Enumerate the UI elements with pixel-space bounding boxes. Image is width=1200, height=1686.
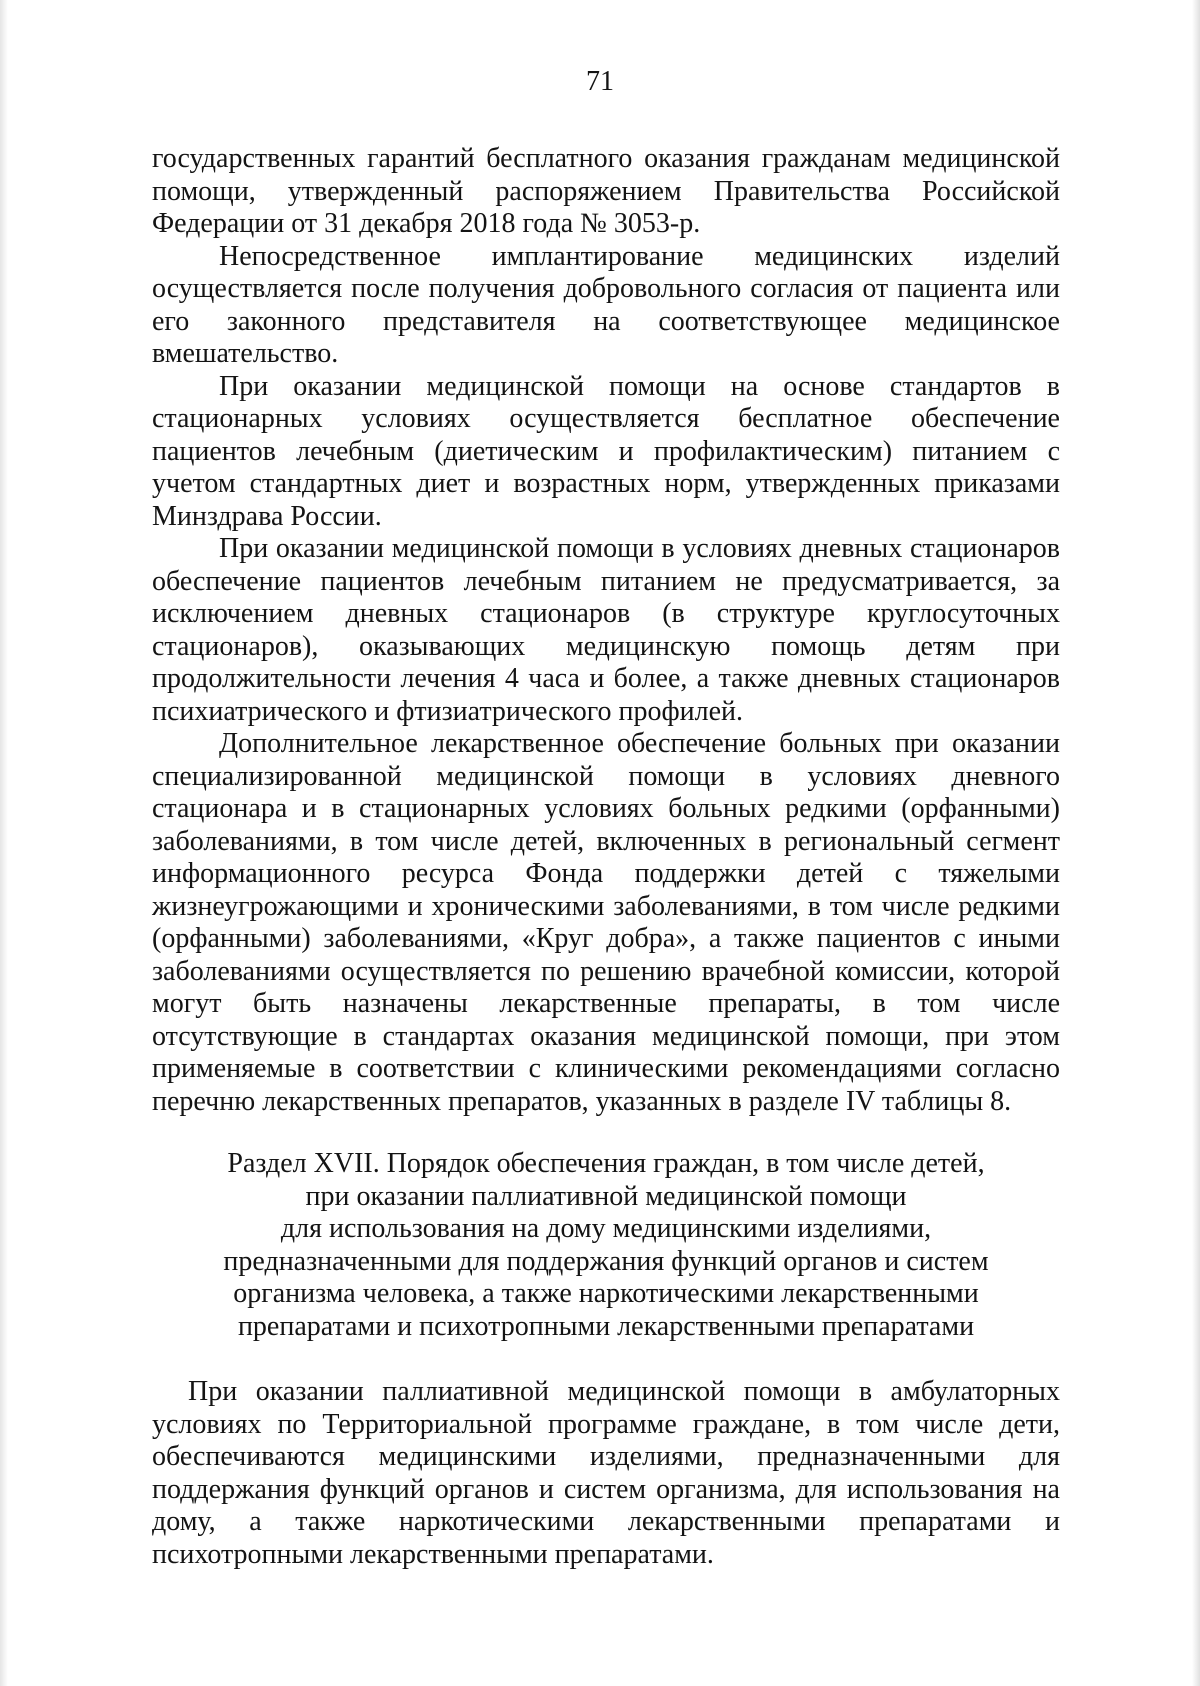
section-paragraph-1: При оказании паллиативной медицинской помощи в амбулаторных условиях по Территориальной программе граждане, в том числе дети, обеспечиваются медицинскими изделиями, предназначенными для поддержания функций органов и систем организма, для использования на дому, а также наркотическими лекарственными препаратами и психотропными лекарственными препаратами. xyxy=(152,1376,1060,1570)
section-heading-line: препаратами и психотропными лекарственными препаратами xyxy=(237,1310,975,1342)
scan-shadow-left xyxy=(0,0,8,1686)
paragraph-5: Дополнительное лекарственное обеспечение больных при оказании специализированной медицинской помощи в условиях дневного стационара и в стационарных условиях больных редкими (орфанными) заболеваниями, в том числе детей, включенных в региональный сегмент информационного ресурса Фонда поддержки детей с тяжелыми жизнеугрожающими и хроническими заболеваниями, в том числе редкими (орфанными) заболеваниями, «Круг добра», а также пациентов с иными заболеваниями осуществляется по решению врачебной комиссии, которой могут быть назначены лекарственные препараты, в том числе отсутствующие в стандартах оказания медицинской помощи, при этом применяемые в соответствии с клиническими рекомендациями согласно перечню лекарственных препаратов, указанных в разделе IV таблицы 8. xyxy=(152,728,1060,1117)
section-heading xyxy=(152,1148,1060,1343)
paragraph-3: При оказании медицинской помощи на основе стандартов в стационарных условиях осуществляется бесплатное обеспечение пациентов лечебным (диетическим и профилактическим) питанием с учетом стандартных диет и возрастных норм, утвержденных приказами Минздрава России. xyxy=(152,370,1060,532)
section-body-text xyxy=(152,1376,1060,1571)
paragraph-1: государственных гарантий бесплатного оказания гражданам медицинской помощи, утвержденный распоряжением Правительства Российской Федерации от 31 декабря 2018 года № 3053-р. xyxy=(152,143,1060,239)
body-text xyxy=(152,143,1060,1118)
section-heading-line: предназначенными для поддержания функций органов и систем xyxy=(223,1245,989,1277)
scan-shadow-right xyxy=(1192,0,1200,1686)
paragraph-4: При оказании медицинской помощи в условиях дневных стационаров обеспечение пациентов лечебным питанием не предусматривается, за исключением дневных стационаров (в структуре круглосуточных стационаров), оказывающих медицинскую помощь детям при продолжительности лечения 4 часа и более, а также дневных стационаров психиатрического и фтизиатрического профилей. xyxy=(152,533,1060,727)
paragraph-2: Непосредственное имплантирование медицинских изделий осуществляется после получения добровольного согласия от пациента или его законного представителя на соответствующее медицинское вмешательство. xyxy=(152,240,1060,369)
section-heading-line: организма человека, а также наркотическими лекарственными xyxy=(233,1278,979,1309)
section-heading-line: для использования на дому медицинскими изделиями, xyxy=(280,1213,932,1244)
section-heading-line: при оказании паллиативной медицинской помощи xyxy=(305,1180,907,1212)
section-heading-line: Раздел XVII. Порядок обеспечения граждан, в том числе детей, xyxy=(227,1148,985,1179)
page-number: 71 xyxy=(586,66,614,97)
